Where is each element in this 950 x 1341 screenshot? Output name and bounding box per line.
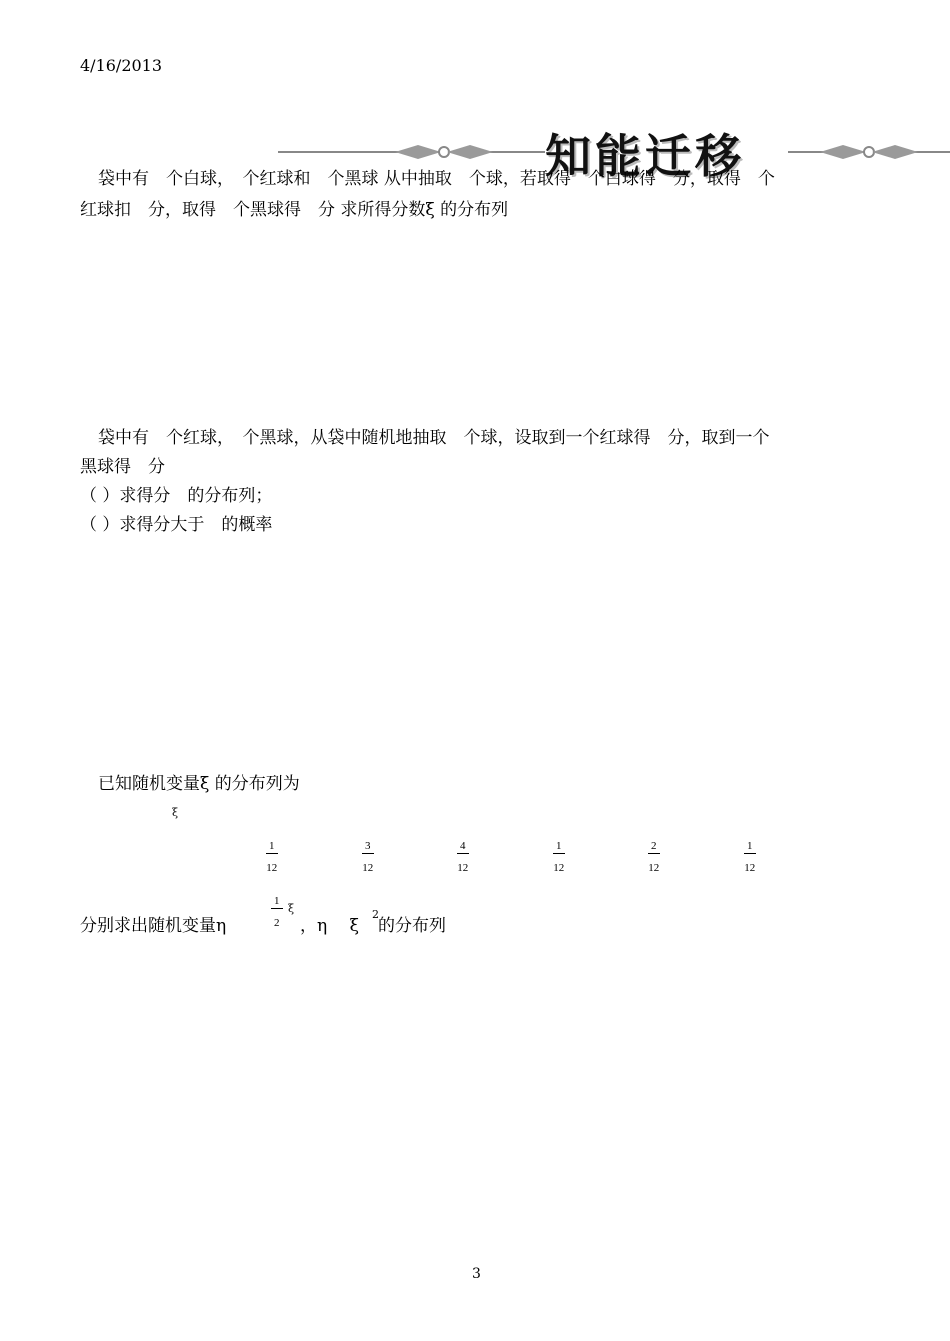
fraction-denominator: 12 [648,862,660,874]
fraction-numerator: 1 [553,840,565,854]
fraction-denominator: 12 [457,862,469,874]
problem2-part1: （ ）求得分 的分布列； [80,486,273,506]
problem3-question-middle: ，η ξ [300,916,359,936]
header-date: 4/16/2013 [80,56,163,75]
probability-fraction [553,840,565,874]
problem1-line1: 袋中有 个白球， 个红球和 个黑球 从中抽取 个球，若取得 个白球得 分，取得 个 [98,169,775,189]
distribution-table-xi-label: ξ [172,806,179,819]
fraction-denominator: 12 [553,862,565,874]
fraction-numerator: 2 [648,840,660,854]
probability-fraction [457,840,469,874]
xi-square-exponent: 2 [372,908,379,921]
half-numerator: 1 [271,895,283,909]
page-number: 3 [472,1266,481,1282]
probability-fraction [648,840,660,874]
fraction-numerator: 3 [362,840,374,854]
banner-title: 知能迁移 [545,129,745,183]
fraction-denominator: 12 [362,862,374,874]
half-fraction-xi: ξ [288,902,295,915]
probability-fraction [362,840,374,874]
half-denominator: 2 [274,917,280,929]
probability-fraction [744,840,756,874]
problem3-intro: 已知随机变量ξ 的分布列为 [98,774,300,794]
problem3-question-suffix: 的分布列 [378,916,446,936]
fraction-denominator: 12 [744,862,756,874]
probability-fraction [266,840,278,874]
problem2-line2: 黑球得 分 [80,457,165,477]
fraction-denominator: 12 [266,862,278,874]
fraction-numerator: 1 [266,840,278,854]
problem1-line2: 红球扣 分，取得 个黑球得 分 求所得分数ξ 的分布列 [80,200,509,220]
fraction-numerator: 4 [457,840,469,854]
problem2-part2: （ ）求得分大于 的概率 [80,515,273,535]
half-fraction [271,895,283,929]
fraction-numerator: 1 [744,840,756,854]
problem2-line1: 袋中有 个红球， 个黑球，从袋中随机地抽取 个球，设取到一个红球得 分，取到一个 [98,428,770,448]
problem3-question-prefix: 分别求出随机变量η [80,916,227,936]
